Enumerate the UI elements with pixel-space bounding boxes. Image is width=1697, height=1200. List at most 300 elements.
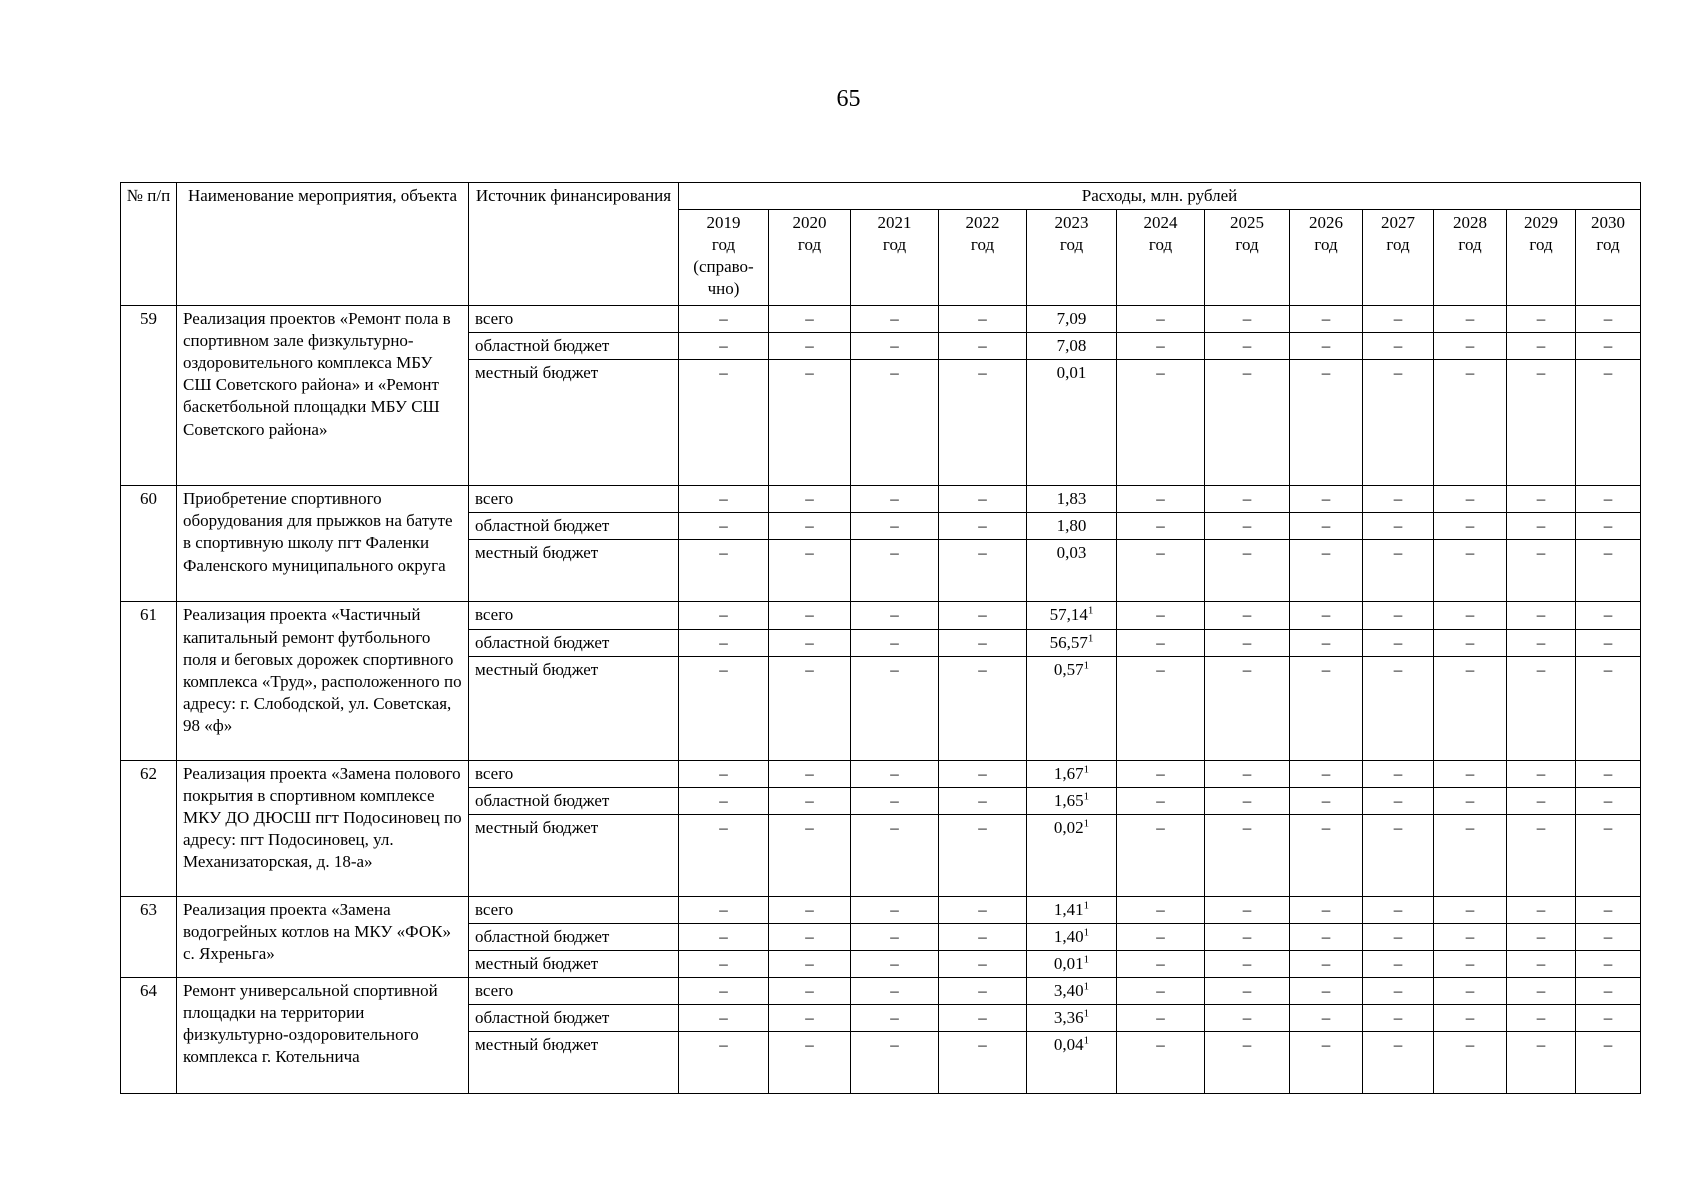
value-text: – xyxy=(1393,1008,1403,1028)
value-cell-2030 xyxy=(1576,629,1641,656)
value-cell-2028 xyxy=(1434,333,1507,360)
value-text: – xyxy=(805,981,814,1001)
value-text: – xyxy=(1156,659,1165,679)
value-cell-2022 xyxy=(939,1005,1027,1032)
value-cell-2019 xyxy=(679,360,769,486)
value-cell-2030 xyxy=(1576,513,1641,540)
value-cell-2030 xyxy=(1576,978,1641,1005)
value-text: – xyxy=(1321,605,1331,625)
value-cell-2030 xyxy=(1576,896,1641,923)
value-cell-2024 xyxy=(1117,760,1205,787)
value-cell-2026 xyxy=(1290,513,1363,540)
value-cell-2026 xyxy=(1290,656,1363,760)
value-text: – xyxy=(1465,981,1475,1001)
value-text: – xyxy=(1536,605,1546,625)
value-text: – xyxy=(978,632,987,652)
row-number: 61 xyxy=(121,602,177,760)
value-text: – xyxy=(1321,489,1331,509)
year-sublabel: год (справо-чно) xyxy=(693,235,754,299)
value-cell-2020 xyxy=(769,814,851,896)
value-cell-2029 xyxy=(1507,787,1576,814)
activity-name: Реализация проектов «Ремонт пола в спортивном зале физкультурно-оздоровительного комплекса МБУ СШ Советского района» и «Ремонт баскетбольной площадки МБУ СШ Советского района» xyxy=(177,306,469,486)
year-sublabel: год xyxy=(1386,235,1410,255)
value-text: – xyxy=(1603,363,1613,383)
value-cell-2019 xyxy=(679,760,769,787)
value-text: – xyxy=(1156,605,1165,625)
header-year-2019 xyxy=(679,210,769,306)
value-cell-2026 xyxy=(1290,814,1363,896)
funding-source: местный бюджет xyxy=(469,656,679,760)
value-cell-2028 xyxy=(1434,540,1507,602)
value-cell-2028 xyxy=(1434,923,1507,950)
value-text: – xyxy=(1156,363,1165,383)
value-text: – xyxy=(1465,659,1475,679)
value-text: – xyxy=(719,659,728,679)
value-cell-2022 xyxy=(939,923,1027,950)
value-cell-2024 xyxy=(1117,602,1205,629)
value-cell-2024 xyxy=(1117,951,1205,978)
value-cell-2021 xyxy=(851,923,939,950)
value-text: – xyxy=(1321,817,1331,837)
value-text: – xyxy=(805,309,814,329)
funding-source: областной бюджет xyxy=(469,787,679,814)
value-cell-2028 xyxy=(1434,513,1507,540)
value-cell-2024 xyxy=(1117,896,1205,923)
value-cell-2027 xyxy=(1363,787,1434,814)
value-cell-2019 xyxy=(679,333,769,360)
value-text: – xyxy=(1242,981,1252,1001)
value-cell-2023 xyxy=(1027,896,1117,923)
value-cell-2029 xyxy=(1507,540,1576,602)
value-text: – xyxy=(890,605,899,625)
value-text: – xyxy=(1156,489,1165,509)
value-cell-2021 xyxy=(851,306,939,333)
value-text: 0,01 xyxy=(1056,363,1087,383)
value-text: – xyxy=(1393,516,1403,536)
funding-source: местный бюджет xyxy=(469,951,679,978)
value-cell-2026 xyxy=(1290,602,1363,629)
value-cell-2025 xyxy=(1205,656,1290,760)
value-text: – xyxy=(805,790,814,810)
value-text: – xyxy=(1156,899,1165,919)
value-text: – xyxy=(1242,790,1252,810)
value-cell-2021 xyxy=(851,333,939,360)
value-cell-2021 xyxy=(851,951,939,978)
value-text: – xyxy=(719,543,728,563)
value-cell-2030 xyxy=(1576,760,1641,787)
value-cell-2024 xyxy=(1117,333,1205,360)
value-cell-2023 xyxy=(1027,333,1117,360)
value-text: – xyxy=(978,817,987,837)
value-text: – xyxy=(1536,489,1546,509)
value-text: – xyxy=(1156,309,1165,329)
value-cell-2019 xyxy=(679,540,769,602)
value-text: – xyxy=(1242,659,1252,679)
value-cell-2029 xyxy=(1507,602,1576,629)
value-cell-2020 xyxy=(769,306,851,333)
value-cell-2019 xyxy=(679,978,769,1005)
value-text: – xyxy=(978,981,987,1001)
year-sublabel: год xyxy=(1235,235,1259,255)
value-text: 3,40 xyxy=(1053,981,1084,1001)
value-cell-2029 xyxy=(1507,760,1576,787)
value-cell-2026 xyxy=(1290,1005,1363,1032)
value-text: – xyxy=(805,605,814,625)
value-text: – xyxy=(978,309,987,329)
value-cell-2020 xyxy=(769,896,851,923)
value-text: – xyxy=(719,1008,728,1028)
value-text: – xyxy=(1393,981,1403,1001)
value-cell-2030 xyxy=(1576,923,1641,950)
value-text: – xyxy=(1603,632,1613,652)
value-cell-2024 xyxy=(1117,306,1205,333)
value-cell-2022 xyxy=(939,513,1027,540)
header-year-2030 xyxy=(1576,210,1641,306)
value-text: – xyxy=(1242,899,1252,919)
value-text: – xyxy=(978,954,987,974)
value-cell-2024 xyxy=(1117,656,1205,760)
value-cell-2019 xyxy=(679,486,769,513)
value-cell-2028 xyxy=(1434,602,1507,629)
row-number: 59 xyxy=(121,306,177,486)
value-cell-2021 xyxy=(851,787,939,814)
value-text: – xyxy=(1536,926,1546,946)
value-cell-2029 xyxy=(1507,629,1576,656)
value-text: – xyxy=(1393,605,1403,625)
value-text: – xyxy=(1603,790,1613,810)
value-cell-2024 xyxy=(1117,1032,1205,1094)
value-text: – xyxy=(805,1035,814,1055)
value-text: – xyxy=(719,981,728,1001)
value-text: – xyxy=(719,954,728,974)
value-cell-2022 xyxy=(939,306,1027,333)
funding-source: местный бюджет xyxy=(469,360,679,486)
value-text: – xyxy=(978,605,987,625)
value-text: – xyxy=(1321,1035,1331,1055)
value-text: – xyxy=(1536,954,1546,974)
value-cell-2029 xyxy=(1507,360,1576,486)
year-label: 2027 xyxy=(1381,213,1415,233)
value-cell-2030 xyxy=(1576,306,1641,333)
value-text: – xyxy=(1321,790,1331,810)
table-row xyxy=(121,896,1641,923)
value-cell-2027 xyxy=(1363,978,1434,1005)
value-cell-2023 xyxy=(1027,360,1117,486)
value-cell-2025 xyxy=(1205,602,1290,629)
funding-source: местный бюджет xyxy=(469,814,679,896)
value-cell-2024 xyxy=(1117,486,1205,513)
value-text: – xyxy=(890,543,899,563)
header-year-2022 xyxy=(939,210,1027,306)
value-text: – xyxy=(805,659,814,679)
value-cell-2022 xyxy=(939,760,1027,787)
value-cell-2026 xyxy=(1290,360,1363,486)
value-text: – xyxy=(890,516,899,536)
value-cell-2028 xyxy=(1434,896,1507,923)
value-cell-2021 xyxy=(851,629,939,656)
value-cell-2023 xyxy=(1027,978,1117,1005)
value-cell-2022 xyxy=(939,951,1027,978)
value-text: – xyxy=(719,926,728,946)
value-text: – xyxy=(1465,632,1475,652)
value-cell-2028 xyxy=(1434,486,1507,513)
value-cell-2025 xyxy=(1205,923,1290,950)
value-text: – xyxy=(1321,363,1331,383)
header-year-2024 xyxy=(1117,210,1205,306)
value-cell-2029 xyxy=(1507,1032,1576,1094)
value-cell-2024 xyxy=(1117,629,1205,656)
value-text: – xyxy=(1603,763,1613,783)
year-label: 2030 xyxy=(1591,213,1626,233)
value-cell-2023 xyxy=(1027,787,1117,814)
value-text: – xyxy=(978,363,987,383)
value-cell-2027 xyxy=(1363,629,1434,656)
value-cell-2027 xyxy=(1363,360,1434,486)
value-cell-2025 xyxy=(1205,814,1290,896)
year-label: 2024 xyxy=(1143,213,1178,233)
value-text: – xyxy=(1321,763,1331,783)
value-text: – xyxy=(1603,1035,1613,1055)
value-cell-2021 xyxy=(851,978,939,1005)
value-cell-2026 xyxy=(1290,486,1363,513)
value-text: – xyxy=(890,763,899,783)
value-cell-2020 xyxy=(769,760,851,787)
value-cell-2030 xyxy=(1576,486,1641,513)
year-sublabel: год xyxy=(970,235,995,255)
year-label: 2023 xyxy=(1054,213,1089,233)
value-text: – xyxy=(1242,516,1252,536)
value-cell-2025 xyxy=(1205,787,1290,814)
value-text: – xyxy=(890,981,899,1001)
value-text: – xyxy=(1156,632,1165,652)
value-cell-2021 xyxy=(851,656,939,760)
table-header xyxy=(121,183,1641,306)
value-cell-2028 xyxy=(1434,656,1507,760)
value-text: – xyxy=(1156,817,1165,837)
value-text: 1,65 xyxy=(1053,790,1084,810)
value-cell-2029 xyxy=(1507,486,1576,513)
value-cell-2020 xyxy=(769,1005,851,1032)
value-text: – xyxy=(1603,543,1613,563)
value-cell-2029 xyxy=(1507,923,1576,950)
value-cell-2020 xyxy=(769,1032,851,1094)
value-text: – xyxy=(1465,817,1475,837)
value-cell-2030 xyxy=(1576,540,1641,602)
value-text: – xyxy=(978,1035,987,1055)
value-cell-2023 xyxy=(1027,1032,1117,1094)
value-cell-2019 xyxy=(679,513,769,540)
value-cell-2023 xyxy=(1027,1005,1117,1032)
header-num: № п/п xyxy=(121,183,177,306)
header-year-2025 xyxy=(1205,210,1290,306)
value-text: – xyxy=(1156,516,1165,536)
value-cell-2023 xyxy=(1027,814,1117,896)
value-text: 57,14 xyxy=(1049,605,1088,625)
year-sublabel: год xyxy=(1596,235,1620,255)
value-cell-2024 xyxy=(1117,978,1205,1005)
value-cell-2030 xyxy=(1576,656,1641,760)
value-cell-2020 xyxy=(769,486,851,513)
value-cell-2027 xyxy=(1363,1032,1434,1094)
value-cell-2025 xyxy=(1205,1032,1290,1094)
value-text: – xyxy=(719,516,728,536)
value-cell-2028 xyxy=(1434,760,1507,787)
value-cell-2026 xyxy=(1290,787,1363,814)
value-text: 56,57 xyxy=(1049,632,1088,652)
value-text: – xyxy=(1393,363,1403,383)
value-text: – xyxy=(1393,543,1403,563)
value-cell-2024 xyxy=(1117,814,1205,896)
value-cell-2022 xyxy=(939,787,1027,814)
value-cell-2023 xyxy=(1027,656,1117,760)
value-cell-2021 xyxy=(851,896,939,923)
value-cell-2022 xyxy=(939,978,1027,1005)
value-text: 1,67 xyxy=(1053,763,1084,783)
value-cell-2022 xyxy=(939,896,1027,923)
value-cell-2030 xyxy=(1576,602,1641,629)
value-text: – xyxy=(978,1008,987,1028)
year-label: 2021 xyxy=(877,213,912,233)
value-cell-2024 xyxy=(1117,923,1205,950)
activity-name: Реализация проекта «Частичный капитальный ремонт футбольного поля и беговых дорожек спортивного комплекса «Труд», расположенного по адресу: г. Слободской, ул. Советская, 98 «ф» xyxy=(177,602,469,760)
value-cell-2021 xyxy=(851,1005,939,1032)
value-cell-2027 xyxy=(1363,1005,1434,1032)
value-cell-2027 xyxy=(1363,656,1434,760)
header-year-2028 xyxy=(1434,210,1507,306)
value-cell-2021 xyxy=(851,602,939,629)
header-year-2023 xyxy=(1027,210,1117,306)
value-text: – xyxy=(1603,926,1613,946)
value-text: – xyxy=(1242,489,1252,509)
value-text: – xyxy=(805,363,814,383)
funding-source: всего xyxy=(469,978,679,1005)
value-cell-2020 xyxy=(769,540,851,602)
value-cell-2028 xyxy=(1434,978,1507,1005)
activity-name: Приобретение спортивного оборудования для прыжков на батуте в спортивную школу пгт Фаленки Фаленского муниципального округа xyxy=(177,486,469,602)
value-cell-2020 xyxy=(769,360,851,486)
value-text: 0,02 xyxy=(1053,817,1084,837)
value-cell-2027 xyxy=(1363,923,1434,950)
value-text: – xyxy=(1321,926,1331,946)
value-text: – xyxy=(1156,954,1165,974)
footnote-mark: 1 xyxy=(1083,953,1090,966)
value-text: – xyxy=(1536,790,1546,810)
value-cell-2024 xyxy=(1117,540,1205,602)
value-text: 0,04 xyxy=(1053,1035,1084,1055)
value-cell-2019 xyxy=(679,923,769,950)
value-text: – xyxy=(805,954,814,974)
value-cell-2025 xyxy=(1205,951,1290,978)
value-cell-2030 xyxy=(1576,814,1641,896)
value-text: – xyxy=(1321,981,1331,1001)
value-text: – xyxy=(719,790,728,810)
value-text: – xyxy=(1321,899,1331,919)
value-text: – xyxy=(719,309,728,329)
value-text: 0,57 xyxy=(1053,659,1084,679)
value-cell-2021 xyxy=(851,1032,939,1094)
value-cell-2030 xyxy=(1576,1032,1641,1094)
value-text: – xyxy=(1536,659,1546,679)
value-text: – xyxy=(805,763,814,783)
value-text: – xyxy=(890,1008,899,1028)
value-cell-2022 xyxy=(939,1032,1027,1094)
footnote-mark: 1 xyxy=(1087,631,1094,644)
value-text: 1,83 xyxy=(1056,489,1087,509)
value-cell-2022 xyxy=(939,540,1027,602)
value-text: 3,36 xyxy=(1053,1008,1084,1028)
year-sublabel: год xyxy=(1458,235,1482,255)
table-row xyxy=(121,306,1641,333)
value-cell-2028 xyxy=(1434,360,1507,486)
funding-source: областной бюджет xyxy=(469,629,679,656)
value-text: – xyxy=(1603,899,1613,919)
value-cell-2020 xyxy=(769,978,851,1005)
value-cell-2022 xyxy=(939,333,1027,360)
value-cell-2019 xyxy=(679,1005,769,1032)
value-cell-2019 xyxy=(679,896,769,923)
value-text: – xyxy=(1536,981,1546,1001)
value-text: – xyxy=(1536,632,1546,652)
value-text: – xyxy=(1536,516,1546,536)
value-text: – xyxy=(978,790,987,810)
header-expenses: Расходы, млн. рублей xyxy=(679,183,1641,210)
value-cell-2027 xyxy=(1363,951,1434,978)
value-cell-2022 xyxy=(939,656,1027,760)
value-text: – xyxy=(1536,763,1546,783)
year-label: 2025 xyxy=(1230,213,1264,233)
header-year-2026 xyxy=(1290,210,1363,306)
value-text: – xyxy=(1603,309,1613,329)
value-text: 1,41 xyxy=(1053,899,1084,919)
value-cell-2023 xyxy=(1027,602,1117,629)
value-cell-2026 xyxy=(1290,333,1363,360)
value-text: – xyxy=(1393,817,1403,837)
value-text: – xyxy=(1321,336,1331,356)
value-cell-2021 xyxy=(851,486,939,513)
value-cell-2029 xyxy=(1507,978,1576,1005)
value-cell-2021 xyxy=(851,814,939,896)
value-text: – xyxy=(1242,632,1252,652)
value-cell-2023 xyxy=(1027,760,1117,787)
year-label: 2029 xyxy=(1524,213,1558,233)
value-cell-2028 xyxy=(1434,1032,1507,1094)
value-text: – xyxy=(890,632,899,652)
value-cell-2026 xyxy=(1290,978,1363,1005)
value-text: – xyxy=(805,489,814,509)
value-text: – xyxy=(719,363,728,383)
value-text: – xyxy=(1536,817,1546,837)
value-cell-2024 xyxy=(1117,360,1205,486)
table-row xyxy=(121,602,1641,629)
header-year-2020 xyxy=(769,210,851,306)
value-cell-2029 xyxy=(1507,306,1576,333)
year-label: 2022 xyxy=(965,213,1000,233)
value-text: – xyxy=(1393,336,1403,356)
table-row xyxy=(121,978,1641,1005)
value-cell-2024 xyxy=(1117,513,1205,540)
value-text: – xyxy=(805,899,814,919)
activity-name: Реализация проекта «Замена полового покрытия в спортивном комплексе МКУ ДО ДЮСШ пгт Подосиновец по адресу: пгт Подосиновец, ул. Механизаторская, д. 18-а» xyxy=(177,760,469,896)
header-year-2021 xyxy=(851,210,939,306)
value-cell-2027 xyxy=(1363,306,1434,333)
value-text: – xyxy=(890,1035,899,1055)
value-cell-2027 xyxy=(1363,602,1434,629)
value-cell-2025 xyxy=(1205,513,1290,540)
value-text: – xyxy=(890,363,899,383)
value-text: – xyxy=(805,632,814,652)
value-text: – xyxy=(1242,605,1252,625)
funding-source: всего xyxy=(469,306,679,333)
